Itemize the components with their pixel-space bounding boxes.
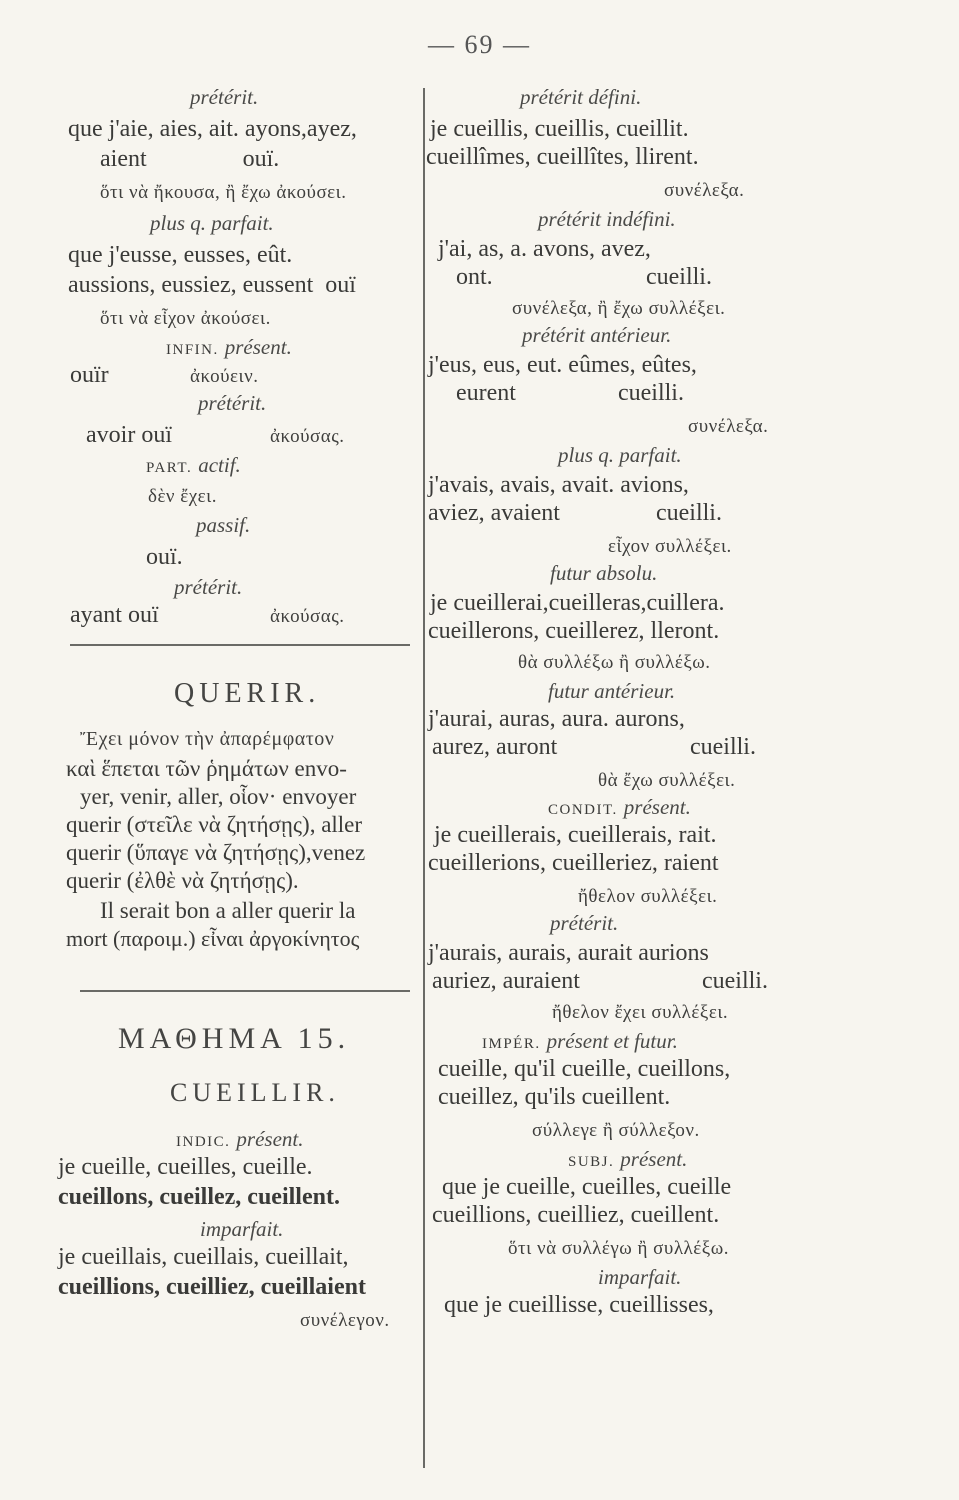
- text-line: mort (παροιμ.) εἶναι ἀργοκίνητος: [66, 926, 360, 951]
- heading-futur-absolu: futur absolu.: [550, 561, 658, 585]
- label-condit: CONDIT.: [548, 802, 618, 818]
- text-line: j'avais, avais, avait. avions,: [428, 472, 689, 498]
- section-rule: [80, 990, 410, 992]
- text-line: aurez, auront: [432, 734, 558, 760]
- text-line: aussions, eussiez, eussent ouï: [68, 272, 356, 298]
- heading-present: présent.: [620, 1147, 688, 1171]
- greek-line: σύλλεγε ἢ σύλλεξον.: [532, 1120, 700, 1141]
- text-line: cueillerions, cueilleriez, raient: [428, 850, 719, 876]
- heading-present: présent.: [623, 795, 691, 819]
- text-line: cueilli.: [618, 380, 684, 406]
- text-line: cueilli.: [646, 264, 712, 290]
- text-line: que je cueille, cueilles, cueille: [442, 1174, 732, 1200]
- text-line: querir (ἐλθὲ νὰ ζητήσῃς).: [66, 868, 299, 893]
- text-line: eurent: [456, 380, 516, 406]
- text-line: avoir ouï: [86, 422, 172, 448]
- text-line: Il serait bon a aller querir la: [100, 898, 356, 923]
- text-line: je cueillais, cueillais, cueillait,: [58, 1244, 349, 1270]
- label-subj: SUBJ.: [568, 1154, 615, 1170]
- text-line: aviez, avaient: [428, 500, 560, 526]
- label-indic: INDIC.: [176, 1134, 231, 1150]
- greek-line: ὅτι νὰ συλλέγω ἢ συλλέξω.: [508, 1238, 729, 1259]
- text-line: que j'eusse, eusses, eût.: [68, 242, 293, 268]
- text-line: cueilli.: [690, 734, 756, 760]
- heading-plus-que-parfait: plus q. parfait.: [150, 211, 274, 235]
- text-line: yer, venir, aller, οἷον· envoyer: [80, 784, 357, 809]
- heading-preterit-anterieur: prétérit antérieur.: [522, 323, 672, 347]
- section-rule: [70, 644, 410, 646]
- text-line: cueillez, qu'ils cueillent.: [438, 1084, 671, 1110]
- text-line: cueillions, cueilliez, cueillent.: [432, 1202, 720, 1228]
- text-line: aient ouï.: [100, 146, 280, 172]
- text-line: auriez, auraient: [432, 968, 580, 994]
- text-line: j'eus, eus, eut. eûmes, eûtes,: [428, 352, 697, 378]
- text-line: que j'aie, aies, ait. ayons,ayez,: [68, 116, 357, 142]
- greek-line: ἀκούσας.: [270, 606, 345, 627]
- heading-plus-que-parfait: plus q. parfait.: [558, 443, 682, 467]
- text-line: j'aurais, aurais, aurait aurions: [428, 940, 709, 966]
- greek-line: θὰ συλλέξω ἢ συλλέξω.: [518, 652, 711, 673]
- text-line: cueillîmes, cueillîtes, llirent.: [426, 144, 699, 170]
- cueillir-heading: CUEILLIR.: [170, 1078, 340, 1107]
- greek-line: συνέλεξα.: [688, 416, 769, 437]
- text-line: ayant ouï: [70, 602, 159, 628]
- text-line: cueilli.: [702, 968, 768, 994]
- text-line: cueilli.: [656, 500, 722, 526]
- heading-preterit-indefini: prétérit indéfini.: [538, 207, 676, 231]
- heading-preterit-defini: prétérit défini.: [520, 85, 642, 109]
- text-line: cueille, qu'il cueille, cueillons,: [438, 1056, 731, 1082]
- text-line: je cueillis, cueillis, cueillit.: [430, 116, 689, 142]
- text-line: querir (στεῖλε νὰ ζητήσῃς), aller: [66, 812, 363, 837]
- greek-line: Ἔχει μόνον τὴν ἀπαρέμφατον: [80, 728, 335, 750]
- heading-passif: passif.: [196, 513, 251, 537]
- heading-preterit: prétérit.: [174, 575, 243, 599]
- greek-line: ὅτι νὰ ἤκουσα, ἢ ἔχω ἀκούσει.: [100, 182, 347, 203]
- heading-present: présent.: [236, 1127, 304, 1151]
- heading-preterit: prétérit.: [190, 85, 259, 109]
- greek-line: εἶχον συλλέξει.: [608, 536, 732, 557]
- greek-line: θὰ ἔχω συλλέξει.: [598, 770, 736, 791]
- text-line: cueillons, cueillez, cueillent.: [58, 1184, 340, 1210]
- text-line: je cueille, cueilles, cueille.: [58, 1154, 313, 1180]
- text-line: ont.: [456, 264, 493, 290]
- column-divider: [423, 88, 425, 1468]
- greek-line: δὲν ἔχει.: [148, 486, 218, 507]
- greek-line: ὅτι νὰ εἶχον ἀκούσει.: [100, 308, 271, 329]
- heading-imparfait: imparfait.: [598, 1265, 682, 1289]
- text-line: j'aurai, auras, aura. aurons,: [428, 706, 685, 732]
- heading-futur-anterieur: futur antérieur.: [548, 679, 676, 703]
- text-line: querir (ὕπαγε νὰ ζητήσῃς),venez: [66, 840, 366, 865]
- greek-line: ἤθελον ἔχει συλλέξει.: [552, 1002, 729, 1023]
- text-line: ouïr: [70, 362, 109, 388]
- page-number: — 69 —: [428, 30, 531, 59]
- querir-heading: QUERIR.: [174, 678, 321, 709]
- text-line: ouï.: [146, 544, 183, 570]
- greek-line: συνέλεξα, ἢ ἔχω συλλέξει.: [512, 298, 726, 319]
- greek-line: συνέλεγον.: [300, 1310, 390, 1331]
- heading-present: présent.: [224, 335, 292, 359]
- label-part: PART.: [146, 460, 193, 476]
- greek-line: ἀκούσας.: [270, 426, 345, 447]
- heading-imparfait: imparfait.: [200, 1217, 284, 1241]
- heading-preterit: prétérit.: [550, 911, 619, 935]
- text-line: je cueillerais, cueillerais, rait.: [434, 822, 717, 848]
- heading-actif: actif.: [198, 453, 241, 477]
- label-infin: INFIN.: [166, 342, 219, 358]
- greek-line: συνέλεξα.: [664, 180, 745, 201]
- text-line: καὶ ἕπεται τῶν ῥημάτων envo-: [66, 756, 347, 781]
- text-line: j'ai, as, a. avons, avez,: [438, 236, 651, 262]
- lesson-heading: ΜΑΘΗΜΑ 15.: [118, 1022, 351, 1055]
- heading-present-futur: présent et futur.: [546, 1029, 678, 1053]
- label-imper: IMPÉR.: [482, 1036, 541, 1052]
- text-line: cueillerons, cueillerez, lleront.: [428, 618, 720, 644]
- greek-line: ἤθελον συλλέξει.: [578, 886, 718, 907]
- heading-preterit: prétérit.: [198, 391, 267, 415]
- text-line: je cueillerai,cueilleras,cuillera.: [430, 590, 725, 616]
- text-line: cueillions, cueilliez, cueillaient: [58, 1274, 366, 1300]
- text-line: que je cueillisse, cueillisses,: [444, 1292, 714, 1318]
- greek-line: ἀκούειν.: [190, 366, 259, 387]
